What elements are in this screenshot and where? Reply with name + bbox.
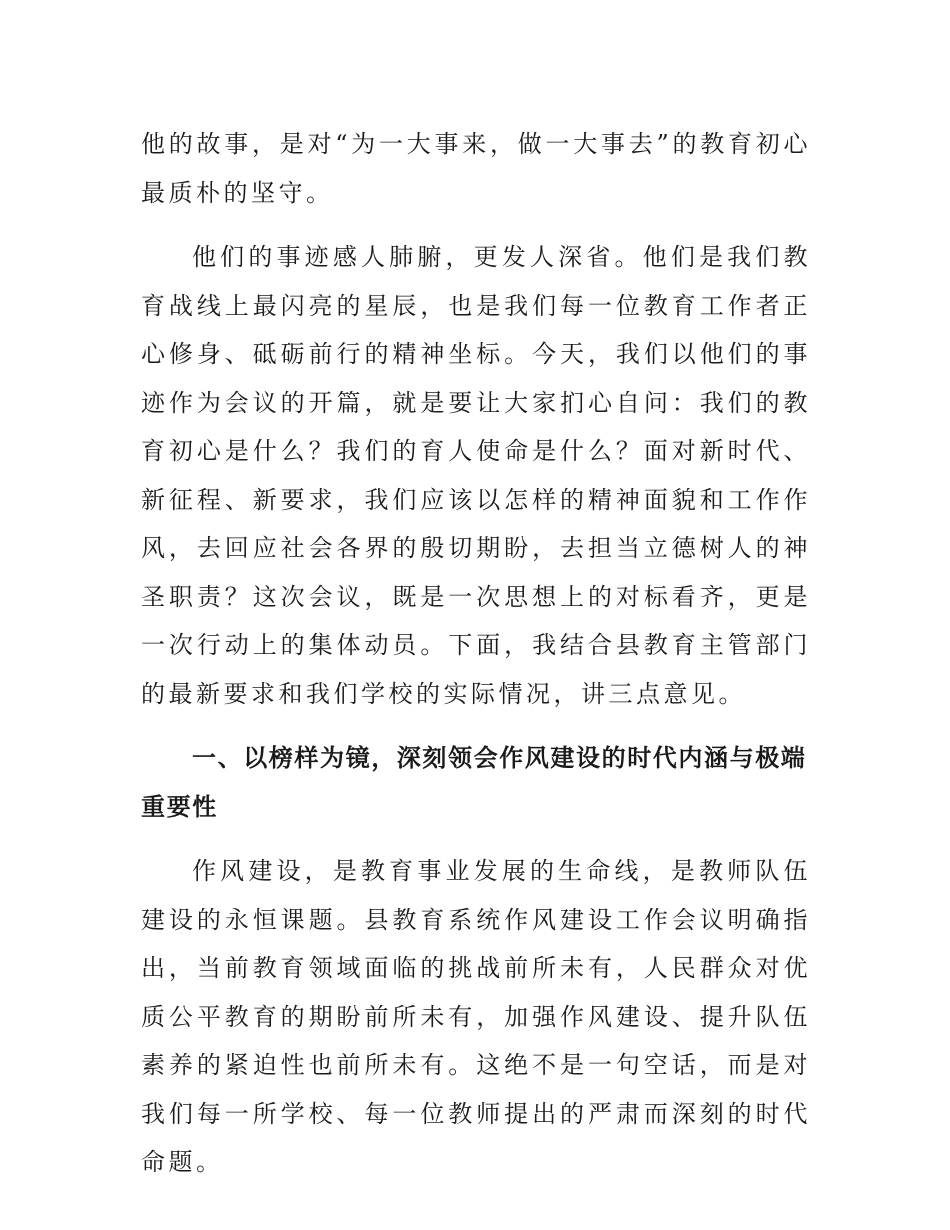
paragraph-work-style: 作风建设，是教育事业发展的生命线，是教师队伍建设的永恒课题。县教育系统作风建设工作会议明确指出，当前教育领域面临的挑战前所未有，人民群众对优质公平教育的期盼前所未有，加强作风建设、提升队伍素养的紧迫性也前所未有。这绝不是一句空话，而是对我们每一所学校、每一位教师提出的严肃而深刻的时代命题。 bbox=[141, 857, 811, 1176]
paragraph-continuation: 他的故事，是对“为一大事来，做一大事去”的教育初心最质朴的坚守。 bbox=[141, 130, 811, 207]
document-body bbox=[141, 120, 811, 1187]
paragraph-deeds: 他们的事迹感人肺腑，更发人深省。他们是我们教育战线上最闪亮的星辰，也是我们每一位教育工作者正心修身、砥砺前行的精神坐标。今天，我们以他们的事迹作为会议的开篇，就是要让大家扪心自问：我们的教育初心是什么？我们的育人使命是什么？面对新时代、新征程、新要求，我们应该以怎样的精神面貌和工作作风，去回应社会各界的殷切期盼，去担当立德树人的神圣职责？这次会议，既是一次思想上的对标看齐，更是一次行动上的集体动员。下面，我结合县教育主管部门的最新要求和我们学校的实际情况，讲三点意见。 bbox=[141, 243, 811, 708]
section-heading-one: 一、以榜样为镜，深刻领会作风建设的时代内涵与极端重要性 bbox=[141, 744, 807, 821]
